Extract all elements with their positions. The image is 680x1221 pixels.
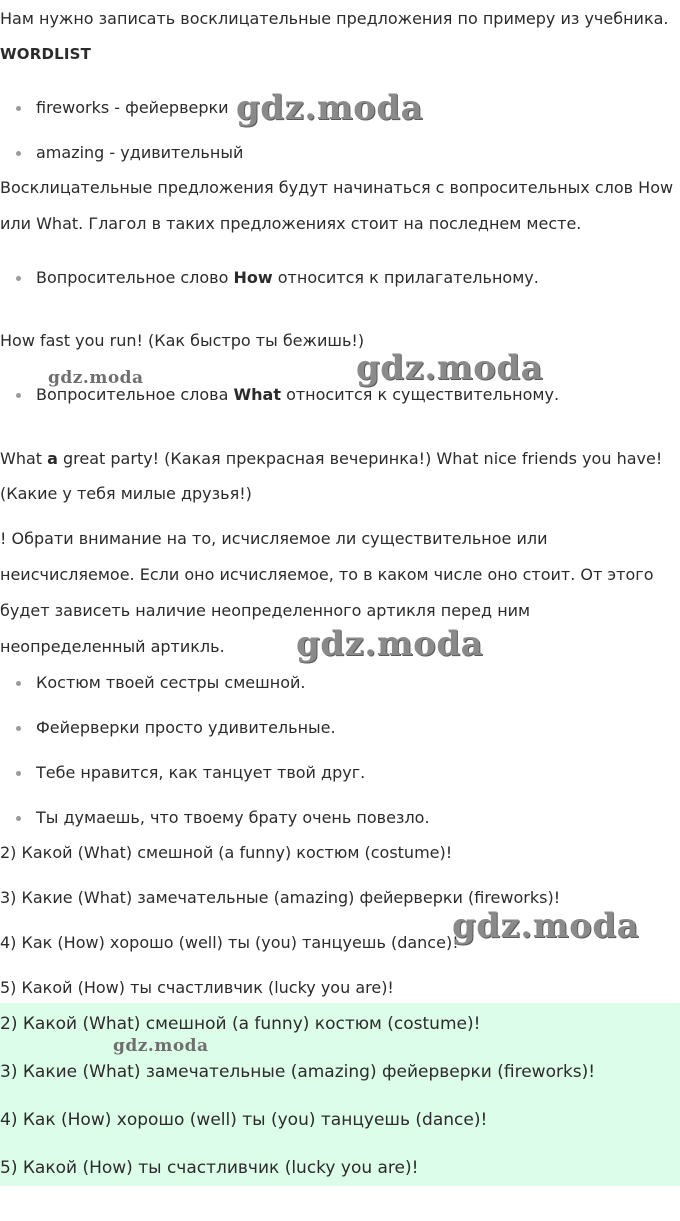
- task-item: Костюм твоей сестры смешной.: [36, 673, 306, 692]
- watermark-logo: gdz.moda: [356, 348, 544, 388]
- what-example-article: a: [47, 449, 58, 468]
- how-rule-after: относится к прилагательному.: [272, 268, 539, 287]
- answer-line: 3) Какие (What) замечательные (amazing) фейерверки (fireworks)!: [0, 888, 561, 907]
- watermark-logo: gdz.moda: [452, 906, 640, 946]
- how-rule-word: How: [233, 268, 273, 287]
- explanation-line-1: Восклицательные предложения будут начинаться с вопросительных слов How: [0, 178, 674, 197]
- task-item: Тебе нравится, как танцует твой друг.: [36, 763, 366, 782]
- what-example-line-1: [0, 449, 662, 469]
- what-rule-after: относится к существительному.: [280, 385, 560, 404]
- bullet-dot: [16, 151, 21, 156]
- what-example-line-2: (Какие у тебя милые друзья!): [0, 484, 252, 503]
- answer-line: 5) Какой (How) ты счастливчик (lucky you are)!: [0, 978, 394, 997]
- watermark-logo: gdz.moda: [296, 624, 484, 664]
- note-line-4: неопределенный артикль.: [0, 637, 225, 656]
- answer-line: 4) Как (How) хорошо (well) ты (you) танцуешь (dance)!: [0, 933, 459, 952]
- what-example-after: great party! (Какая прекрасная вечеринка!) What nice friends you have!: [57, 449, 663, 468]
- wordlist-heading: WORDLIST: [0, 45, 92, 63]
- bullet-dot: [16, 681, 21, 686]
- what-rule-before: Вопросительное слова: [36, 385, 234, 404]
- final-answer-line: 5) Какой (How) ты счастливчик (lucky you are)!: [0, 1158, 419, 1178]
- bullet-dot: [16, 816, 21, 821]
- watermark-logo: gdz.moda: [113, 1036, 209, 1056]
- bullet-dot: [16, 276, 21, 281]
- bullet-dot: [16, 726, 21, 731]
- final-answer-line: 2) Какой (What) смешной (a funny) костюм (costume)!: [0, 1014, 481, 1034]
- watermark-logo: gdz.moda: [48, 368, 144, 388]
- task-item: Фейерверки просто удивительные.: [36, 718, 336, 737]
- note-line-2: неисчисляемое. Если оно исчисляемое, то в каком числе оно стоит. От этого: [0, 565, 654, 584]
- explanation-line-2: или What. Глагол в таких предложениях стоит на последнем месте.: [0, 214, 582, 233]
- intro-text: Нам нужно записать восклицательные предложения по примеру из учебника.: [0, 9, 669, 28]
- how-rule-before: Вопросительное слово: [36, 268, 234, 287]
- final-answer-line: 4) Как (How) хорошо (well) ты (you) танцуешь (dance)!: [0, 1110, 488, 1130]
- wordlist-item-fireworks: fireworks - фейерверки: [36, 98, 229, 117]
- what-rule-word: What: [233, 385, 281, 404]
- bullet-dot: [16, 771, 21, 776]
- task-item: Ты думаешь, что твоему брату очень повезло.: [36, 808, 430, 827]
- note-line-3: будет зависеть наличие неопределенного артикля перед ним: [0, 601, 531, 620]
- watermark-logo: gdz.moda: [236, 88, 424, 128]
- what-example-before: What: [0, 449, 48, 468]
- note-line-1: ! Обрати внимание на то, исчисляемое ли существительное или: [0, 529, 548, 548]
- how-example: How fast you run! (Как быстро ты бежишь!): [0, 331, 365, 350]
- how-rule: [36, 268, 539, 288]
- final-answer-line: 3) Какие (What) замечательные (amazing) фейерверки (fireworks)!: [0, 1062, 596, 1082]
- wordlist-item-amazing: amazing - удивительный: [36, 143, 244, 162]
- what-rule: [36, 385, 559, 405]
- answer-line: 2) Какой (What) смешной (a funny) костюм (costume)!: [0, 843, 453, 862]
- bullet-dot: [16, 393, 21, 398]
- bullet-dot: [16, 106, 21, 111]
